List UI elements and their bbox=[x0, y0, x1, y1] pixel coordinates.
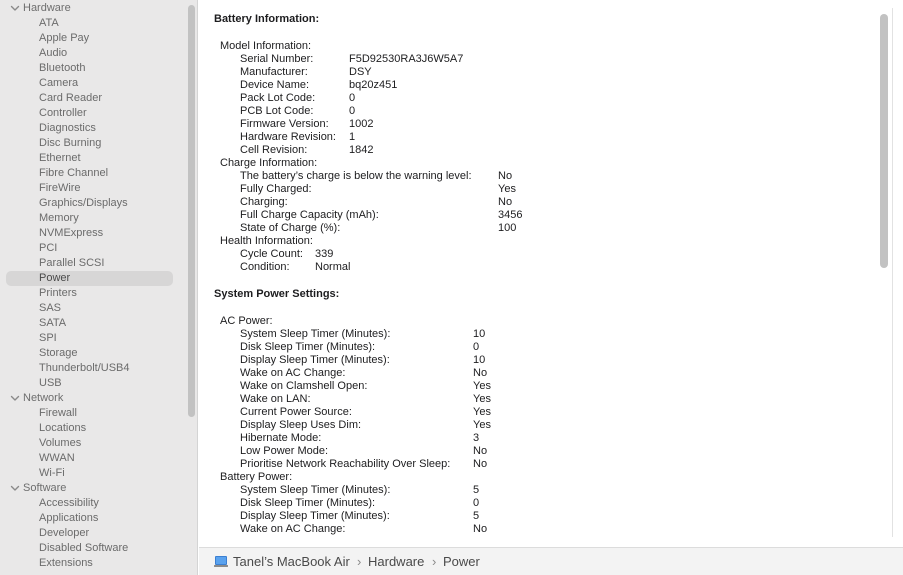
model-info-key: Manufacturer: bbox=[240, 66, 308, 78]
sidebar-item-label: Diagnostics bbox=[39, 122, 96, 134]
ac-power-value: Yes bbox=[473, 419, 491, 431]
sidebar-item-applications[interactable] bbox=[6, 511, 173, 526]
sidebar-item-printers[interactable] bbox=[6, 286, 173, 301]
sidebar-item-ethernet[interactable] bbox=[6, 151, 173, 166]
battery-power-value: No bbox=[473, 523, 488, 535]
system-power-settings-heading: System Power Settings: bbox=[214, 288, 340, 300]
chevron-down-icon[interactable] bbox=[10, 2, 20, 15]
sidebar-item-apple-pay[interactable] bbox=[6, 31, 173, 46]
battery-power-key: Wake on AC Change: bbox=[240, 523, 346, 535]
ac-power-value: 3 bbox=[473, 432, 480, 444]
charge-info-key: Full Charge Capacity (mAh): bbox=[240, 209, 379, 221]
sidebar-item-label: USB bbox=[39, 377, 62, 389]
path-section[interactable]: Hardware bbox=[368, 554, 425, 569]
battery-power-value: 0 bbox=[473, 497, 480, 509]
sidebar-item-label: NVMExpress bbox=[39, 227, 104, 239]
sidebar-section-label: Network bbox=[23, 392, 64, 404]
charge-info-value: No bbox=[498, 170, 513, 182]
battery-information-heading: Battery Information: bbox=[214, 13, 320, 25]
sidebar-section-label: Hardware bbox=[23, 2, 71, 14]
path-item[interactable]: Power bbox=[443, 554, 480, 569]
model-info-key: Hardware Revision: bbox=[240, 131, 336, 143]
ac-power-label: AC Power: bbox=[220, 315, 273, 327]
sidebar-item-disc-burning[interactable] bbox=[6, 136, 173, 151]
sidebar-item-label: ATA bbox=[39, 17, 59, 29]
sidebar-item-label: Disc Burning bbox=[39, 137, 102, 149]
ac-power-key: Prioritise Network Reachability Over Sleep: bbox=[240, 458, 451, 470]
ac-power-value: No bbox=[473, 458, 488, 470]
health-info-label: Health Information: bbox=[220, 235, 313, 247]
ac-power-value: 10 bbox=[473, 328, 486, 340]
ac-power-key: System Sleep Timer (Minutes): bbox=[240, 328, 391, 340]
sidebar-item-label: SAS bbox=[39, 302, 62, 314]
model-info-label: Model Information: bbox=[220, 40, 312, 52]
detail-frame-line bbox=[892, 8, 893, 537]
charge-info-key: Fully Charged: bbox=[240, 183, 312, 195]
sidebar-section-software[interactable] bbox=[6, 481, 173, 496]
sidebar-item-developer[interactable] bbox=[6, 526, 173, 541]
sidebar-item-firewire[interactable] bbox=[6, 181, 173, 196]
sidebar-item-controller[interactable] bbox=[6, 106, 173, 121]
battery-power-label: Battery Power: bbox=[220, 471, 293, 483]
sidebar-item-graphics-displays[interactable] bbox=[6, 196, 173, 211]
model-info-value: 0 bbox=[349, 105, 356, 117]
sidebar-section-network[interactable] bbox=[6, 391, 173, 406]
model-info-value: 1002 bbox=[349, 118, 374, 130]
sidebar-item-label: Printers bbox=[39, 287, 77, 299]
charge-info-key: The battery’s charge is below the warning level: bbox=[240, 170, 472, 182]
model-info-key: Device Name: bbox=[240, 79, 310, 91]
sidebar-item-ata[interactable] bbox=[6, 16, 173, 31]
sidebar-item-fibre-channel[interactable] bbox=[6, 166, 173, 181]
charge-info-key: Charging: bbox=[240, 196, 288, 208]
battery-power-key: Display Sleep Timer (Minutes): bbox=[240, 510, 390, 522]
charge-info-label: Charge Information: bbox=[220, 157, 318, 169]
sidebar-item-label: Memory bbox=[39, 212, 79, 224]
sidebar-item-label: Thunderbolt/USB4 bbox=[39, 362, 130, 374]
sidebar-item-thunderbolt-usb4[interactable] bbox=[6, 361, 173, 376]
sidebar-item-label: Power bbox=[39, 272, 71, 284]
sidebar-item-label: Extensions bbox=[39, 557, 93, 569]
charge-info-value: 3456 bbox=[498, 209, 523, 221]
sidebar-item-label: Developer bbox=[39, 527, 90, 539]
sidebar-item-sata[interactable] bbox=[6, 316, 173, 331]
model-info-value: F5D92530RA3J6W5A7 bbox=[349, 53, 464, 65]
ac-power-value: Yes bbox=[473, 393, 491, 405]
sidebar-item-label: Locations bbox=[39, 422, 87, 434]
model-info-key: Cell Revision: bbox=[240, 144, 308, 156]
ac-power-key: Disk Sleep Timer (Minutes): bbox=[240, 341, 376, 353]
path-bar bbox=[199, 547, 903, 575]
sidebar-item-label: Storage bbox=[39, 347, 78, 359]
battery-power-value: 5 bbox=[473, 484, 480, 496]
charge-info-value: No bbox=[498, 196, 513, 208]
ac-power-value: No bbox=[473, 445, 488, 457]
ac-power-value: 10 bbox=[473, 354, 486, 366]
ac-power-value: Yes bbox=[473, 380, 491, 392]
sidebar-item-label: SATA bbox=[39, 317, 67, 329]
sidebar-item-label: Volumes bbox=[39, 437, 82, 449]
sidebar-item-label: Applications bbox=[39, 512, 99, 524]
ac-power-key: Current Power Source: bbox=[240, 406, 352, 418]
sidebar-item-spi[interactable] bbox=[6, 331, 173, 346]
path-computer[interactable]: Tanel’s MacBook Air bbox=[233, 554, 350, 569]
sidebar-section-label: Software bbox=[23, 482, 67, 494]
sidebar-item-label: Graphics/Displays bbox=[39, 197, 128, 209]
sidebar-scrollbar[interactable] bbox=[188, 5, 195, 417]
path-separator-1: › bbox=[357, 554, 362, 569]
sidebar-item-wi-fi[interactable] bbox=[6, 466, 173, 481]
sidebar-item-extensions[interactable] bbox=[6, 556, 173, 571]
sidebar-item-pci[interactable] bbox=[6, 241, 173, 256]
sidebar-item-bluetooth[interactable] bbox=[6, 61, 173, 76]
charge-info-value: 100 bbox=[498, 222, 517, 234]
sidebar-item-camera[interactable] bbox=[6, 76, 173, 91]
path-separator-2: › bbox=[432, 554, 437, 569]
sidebar-item-label: Firewall bbox=[39, 407, 77, 419]
sidebar-item-power[interactable] bbox=[6, 271, 173, 286]
sidebar-item-label: Audio bbox=[39, 47, 68, 59]
sidebar-item-nvmexpress[interactable] bbox=[6, 226, 173, 241]
sidebar-item-label: PCI bbox=[39, 242, 58, 254]
ac-power-value: No bbox=[473, 367, 488, 379]
charge-info-value: Yes bbox=[498, 183, 516, 195]
ac-power-key: Display Sleep Uses Dim: bbox=[240, 419, 362, 431]
model-info-value: DSY bbox=[349, 66, 372, 78]
health-info-value: Normal bbox=[315, 261, 351, 273]
health-info-key: Cycle Count: bbox=[240, 248, 303, 260]
sidebar-item-label: WWAN bbox=[39, 452, 75, 464]
model-info-value: 1 bbox=[349, 131, 356, 143]
sidebar-item-label: Camera bbox=[39, 77, 79, 89]
sidebar-item-volumes[interactable] bbox=[6, 436, 173, 451]
sidebar-item-accessibility[interactable] bbox=[6, 496, 173, 511]
battery-power-key: System Sleep Timer (Minutes): bbox=[240, 484, 391, 496]
sidebar-item-label: Bluetooth bbox=[39, 62, 86, 74]
ac-power-key: Hibernate Mode: bbox=[240, 432, 322, 444]
battery-power-key: Disk Sleep Timer (Minutes): bbox=[240, 497, 376, 509]
sidebar-item-parallel-scsi[interactable] bbox=[6, 256, 173, 271]
ac-power-key: Low Power Mode: bbox=[240, 445, 329, 457]
chevron-down-icon[interactable] bbox=[10, 482, 20, 495]
sidebar-item-disabled-software[interactable] bbox=[6, 541, 173, 556]
sidebar-item-label: Controller bbox=[39, 107, 87, 119]
model-info-value: bq20z451 bbox=[349, 79, 398, 91]
sidebar-item-memory[interactable] bbox=[6, 211, 173, 226]
sidebar-item-label: Ethernet bbox=[39, 152, 81, 164]
sidebar-item-card-reader[interactable] bbox=[6, 91, 173, 106]
sidebar-item-locations[interactable] bbox=[6, 421, 173, 436]
model-info-value: 1842 bbox=[349, 144, 374, 156]
ac-power-key: Display Sleep Timer (Minutes): bbox=[240, 354, 390, 366]
sidebar-item-label: Card Reader bbox=[39, 92, 102, 104]
model-info-key: Firmware Version: bbox=[240, 118, 329, 130]
health-info-key: Condition: bbox=[240, 261, 290, 273]
sidebar-item-firewall[interactable] bbox=[6, 406, 173, 421]
ac-power-key: Wake on Clamshell Open: bbox=[240, 380, 368, 392]
sidebar-item-label: Accessibility bbox=[39, 497, 99, 509]
health-info-value: 339 bbox=[315, 248, 334, 260]
sidebar-item-label: Fibre Channel bbox=[39, 167, 109, 179]
sidebar-item-label: SPI bbox=[39, 332, 57, 344]
model-info-key: PCB Lot Code: bbox=[240, 105, 314, 117]
sidebar-item-audio[interactable] bbox=[6, 46, 173, 61]
sidebar-item-label: Apple Pay bbox=[39, 32, 90, 44]
sidebar-item-diagnostics[interactable] bbox=[6, 121, 173, 136]
model-info-key: Serial Number: bbox=[240, 53, 314, 65]
sidebar-item-label: FireWire bbox=[39, 182, 81, 194]
sidebar-item-label: Wi-Fi bbox=[39, 467, 65, 479]
sidebar-item-storage[interactable] bbox=[6, 346, 173, 361]
ac-power-key: Wake on LAN: bbox=[240, 393, 311, 405]
model-info-key: Pack Lot Code: bbox=[240, 92, 316, 104]
charge-info-key: State of Charge (%): bbox=[240, 222, 341, 234]
sidebar-item-label: Parallel SCSI bbox=[39, 257, 105, 269]
sidebar-item-label: Disabled Software bbox=[39, 542, 129, 554]
ac-power-key: Wake on AC Change: bbox=[240, 367, 346, 379]
sidebar-item-sas[interactable] bbox=[6, 301, 173, 316]
sidebar-section-hardware[interactable] bbox=[6, 1, 173, 16]
laptop-icon bbox=[214, 556, 228, 567]
ac-power-value: 0 bbox=[473, 341, 480, 353]
sidebar-item-usb[interactable] bbox=[6, 376, 173, 391]
sidebar bbox=[0, 0, 198, 575]
model-info-value: 0 bbox=[349, 92, 356, 104]
battery-power-value: 5 bbox=[473, 510, 480, 522]
sidebar-item-wwan[interactable] bbox=[6, 451, 173, 466]
detail-scrollbar[interactable] bbox=[880, 14, 888, 268]
chevron-down-icon[interactable] bbox=[10, 392, 20, 405]
ac-power-value: Yes bbox=[473, 406, 491, 418]
